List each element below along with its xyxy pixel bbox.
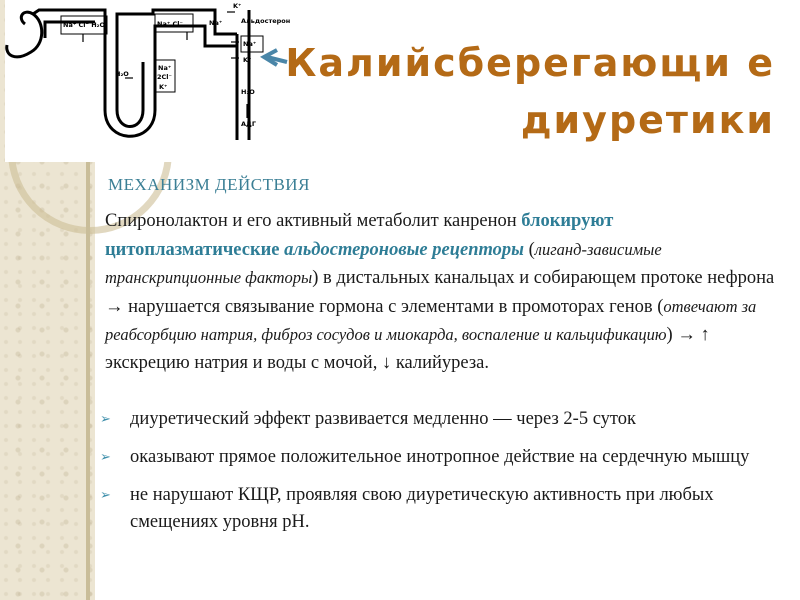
- bullet-item: [100, 444, 770, 471]
- decorative-line: [86, 160, 90, 600]
- label-k-mid: K⁺: [159, 83, 168, 91]
- para-italic-genes: отвечают за реабсорбцию натрия, фиброз сосудов и миокарда, воспаление и кальцификацию: [105, 296, 757, 344]
- bullet-item: [100, 406, 770, 433]
- para-text-3: ) → ↑ экскрецию натрия и воды с мочой, ↓ калийуреза.: [105, 325, 710, 373]
- label-adg: АДГ: [241, 120, 256, 128]
- mechanism-paragraph: [105, 208, 777, 377]
- bullet-list: [100, 406, 770, 536]
- loop-of-henle-inner: [117, 40, 143, 127]
- bullet-arrow-icon: ➢: [100, 488, 111, 503]
- bowman-capsule: [7, 12, 42, 57]
- para-text-1: Спиронолактон и его активный метаболит канренон: [105, 211, 517, 231]
- label-2cl: 2Cl⁻: [157, 73, 172, 81]
- para-text-2: ) в дистальных канальцах и собирающем протоке нефрона → нарушается связывание гормона с элементами в промоторах генов (: [105, 268, 775, 317]
- label-h2o-right: H₂O: [241, 88, 255, 96]
- distal-tubule-inner: [155, 26, 237, 50]
- label-na-top: Na⁺: [209, 19, 223, 27]
- bullet-text: не нарушают КЩР, проявляя свою диуретическую активность при любых смещениях уровня pH.: [130, 485, 714, 532]
- para-paren-open: (: [528, 239, 535, 260]
- section-subtitle: МЕХАНИЗМ ДЕЙСТВИЯ: [108, 175, 310, 194]
- nephron-diagram: [5, 0, 291, 162]
- label-k-right: K⁺: [243, 56, 252, 64]
- label-na-cl: Na⁺ Cl⁻: [157, 20, 183, 28]
- para-italic-ligand: лиганд-зависимые транскрипционные факторы: [105, 239, 662, 287]
- label-aldosterone: Альдостерон: [241, 17, 291, 25]
- loop-of-henle-outer: [105, 40, 155, 136]
- slide-title: Калийсберегающи е диуретики: [285, 41, 775, 142]
- bullet-text: оказывают прямое положительное инотропное действие на сердечную мышцу: [130, 447, 750, 467]
- label-k-top: K⁺: [233, 2, 242, 10]
- bullet-arrow-icon: ➢: [100, 450, 111, 465]
- label-h2o-left: H₂O: [115, 70, 129, 78]
- para-highlight-receptors: альдостероновые рецепторы: [284, 239, 524, 260]
- para-highlight-block: блокируют: [521, 211, 614, 231]
- bullet-arrow-icon: ➢: [100, 412, 111, 427]
- label-na-right: Na⁺: [243, 40, 257, 48]
- nephron-diagram-svg: [5, 0, 291, 162]
- label-na-mid: Na⁺: [158, 64, 172, 72]
- bullet-item: [100, 482, 770, 536]
- label-na-cl-h2o: Na⁺ Cl⁻ H₂O: [63, 21, 106, 29]
- bullet-text: диуретический эффект развивается медленно — через 2-5 суток: [130, 409, 636, 429]
- para-highlight-cytoplasmic: цитоплазматические: [105, 239, 280, 260]
